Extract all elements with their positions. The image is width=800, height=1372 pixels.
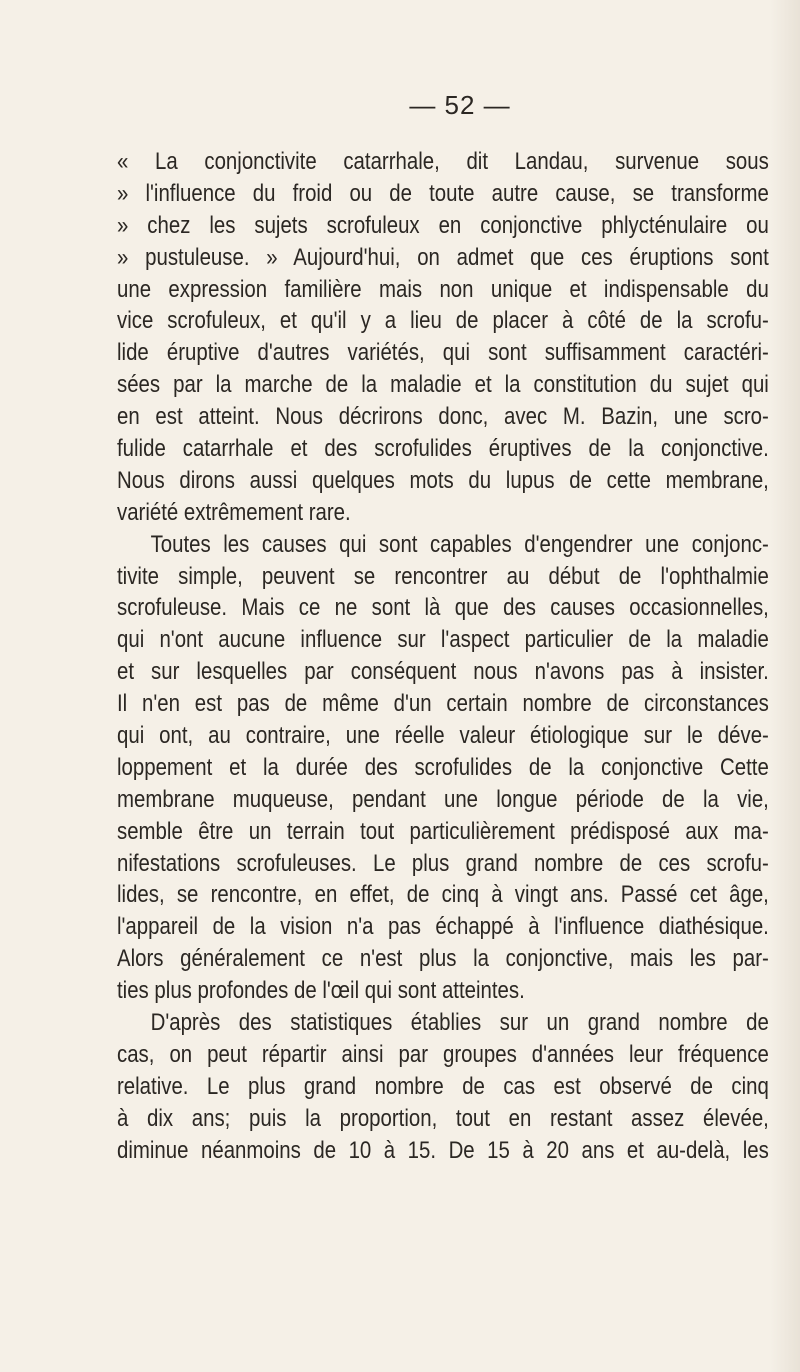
text-line: semble être un terrain tout particulièrement prédisposé aux ma-: [117, 817, 769, 845]
text-line: nifestations scrofuleuses. Le plus grand nombre de ces scrofu-: [117, 849, 769, 877]
text-line: » pustuleuse. » Aujourd'hui, on admet que ces éruptions sont: [117, 243, 769, 271]
text-line: vice scrofuleux, et qu'il y a lieu de placer à côté de la scrofu-: [117, 307, 769, 335]
text-line: en est atteint. Nous décrirons donc, avec M. Bazin, une scro-: [117, 403, 769, 431]
text-line: membrane muqueuse, pendant une longue période de la vie,: [117, 785, 769, 813]
text-line: Alors généralement ce n'est plus la conjonctive, mais les par-: [117, 945, 769, 973]
text-line: » chez les sujets scrofuleux en conjonctive phlycténulaire ou: [117, 211, 769, 239]
text-line: « La conjonctivite catarrhale, dit Landau, survenue sous: [117, 148, 769, 175]
text-line: qui n'ont aucune influence sur l'aspect particulier de la maladie: [117, 626, 769, 654]
page-number: — 52 —: [409, 90, 511, 120]
text-line: sées par la marche de la maladie et la constitution du sujet qui: [117, 371, 769, 399]
text-line: l'appareil de la vision n'a pas échappé à l'influence diathésique.: [117, 913, 769, 941]
text-line: cas, on peut répartir ainsi par groupes d'années leur fréquence: [117, 1040, 769, 1068]
text-line: scrofuleuse. Mais ce ne sont là que des causes occasionnelles,: [117, 594, 769, 622]
text-line: une expression familière mais non unique et indispensable du: [117, 275, 769, 303]
body-text: [117, 146, 769, 1167]
text-line: lides, se rencontre, en effet, de cinq à vingt ans. Passé cet âge,: [117, 881, 769, 909]
text-line: qui ont, au contraire, une réelle valeur étiologique sur le déve-: [117, 722, 769, 750]
text-line: Toutes les causes qui sont capables d'engendrer une conjonc-: [150, 530, 769, 558]
text-line: fulide catarrhale et des scrofulides éruptives de la conjonctive.: [117, 435, 769, 463]
text-line: ties plus profondes de l'œil qui sont atteintes.: [117, 977, 525, 1005]
text-line: loppement et la durée des scrofulides de la conjonctive Cette: [117, 753, 769, 781]
text-line: Il n'en est pas de même d'un certain nombre de circonstances: [117, 690, 769, 718]
text-line: et sur lesquelles par conséquent nous n'avons pas à insister.: [117, 658, 769, 686]
text-line: Nous dirons aussi quelques mots du lupus de cette membrane,: [117, 466, 769, 494]
text-line: D'après des statistiques établies sur un grand nombre de: [150, 1009, 769, 1037]
text-line: » l'influence du froid ou de toute autre cause, se transforme: [117, 179, 769, 207]
text-line: diminue néanmoins de 10 à 15. De 15 à 20 ans et au-delà, les: [117, 1136, 769, 1164]
text-line: tivite simple, peuvent se rencontrer au début de l'ophthalmie: [117, 562, 769, 590]
text-line: variété extrêmement rare.: [117, 498, 351, 526]
text-line: à dix ans; puis la proportion, tout en restant assez élevée,: [117, 1104, 769, 1132]
text-line: lide éruptive d'autres variétés, qui sont suffisamment caractéri-: [117, 339, 769, 367]
text-line: relative. Le plus grand nombre de cas est observé de cinq: [117, 1072, 769, 1100]
